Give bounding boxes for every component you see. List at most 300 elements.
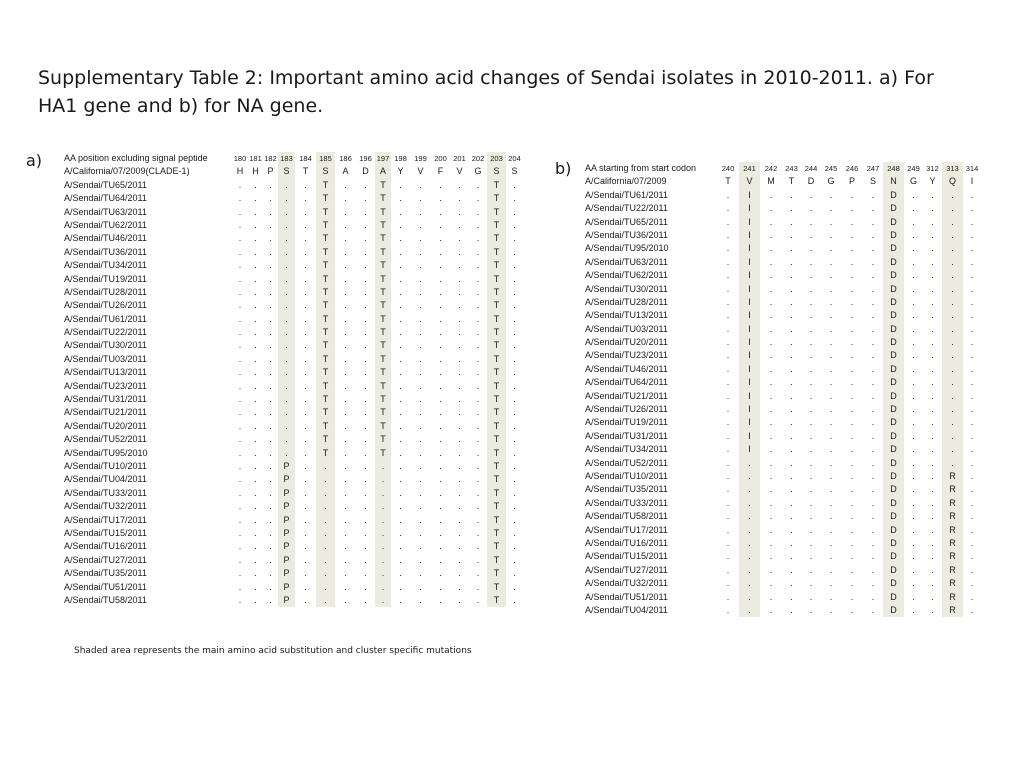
residue-cell: . [951, 296, 954, 307]
residue-cell: T [322, 219, 329, 230]
residue-cell: . [726, 578, 730, 589]
residue-cell: . [304, 487, 307, 498]
strain-name: A/California/07/2009(CLADE-1) [64, 166, 190, 177]
residue-cell: . [912, 444, 915, 455]
residue-cell: T [380, 447, 386, 458]
residue-cell: . [254, 206, 257, 217]
residue-cell: . [476, 380, 480, 391]
position-number: 197 [376, 154, 390, 163]
residue-cell: . [399, 420, 402, 431]
residue-cell: . [364, 273, 367, 284]
residue-cell: . [829, 484, 833, 495]
residue-cell: . [809, 189, 813, 200]
residue-cell: . [513, 273, 516, 284]
residue-cell: P [283, 501, 290, 512]
residue-cell: A [342, 166, 349, 177]
residue-cell: . [790, 430, 793, 441]
residue-cell: . [970, 457, 974, 468]
residue-cell: . [238, 541, 242, 552]
residue-cell: . [458, 501, 461, 512]
residue-cell: . [439, 527, 442, 538]
residue-cell: T [380, 313, 386, 324]
strain-name: A/Sendai/TU26/2011 [585, 404, 668, 415]
residue-cell: . [458, 568, 461, 579]
residue-cell: . [726, 470, 730, 481]
position-number: 202 [471, 154, 485, 163]
residue-cell: T [322, 246, 329, 257]
residue-cell: . [829, 404, 833, 415]
residue-cell: . [419, 474, 422, 485]
residue-cell: . [269, 246, 272, 257]
residue-cell: D [890, 591, 897, 602]
residue-cell: . [951, 457, 954, 468]
residue-cell: . [344, 594, 347, 605]
residue-cell: T [322, 193, 329, 204]
residue-cell: . [285, 233, 288, 244]
residue-cell: D [890, 256, 897, 267]
residue-cell: . [285, 407, 288, 418]
residue-cell: . [439, 581, 442, 592]
residue-cell: . [513, 394, 516, 405]
residue-cell: . [254, 219, 257, 230]
residue-cell: . [970, 524, 974, 535]
residue-cell: . [829, 337, 833, 348]
residue-cell: . [829, 511, 833, 522]
residue-cell: . [476, 300, 480, 311]
residue-cell: T [493, 581, 500, 592]
residue-cell: . [871, 470, 875, 481]
strain-name: A/Sendai/TU20/2011 [585, 337, 668, 348]
residue-cell: . [513, 527, 516, 538]
residue-cell: . [912, 564, 915, 575]
residue-cell: . [439, 367, 442, 378]
residue-cell: . [790, 377, 793, 388]
residue-cell: . [871, 350, 875, 361]
residue-cell: . [439, 179, 442, 190]
residue-cell: . [829, 524, 833, 535]
residue-cell: D [890, 377, 897, 388]
residue-cell: . [419, 460, 422, 471]
residue-cell: . [513, 581, 516, 592]
residue-cell: . [439, 407, 442, 418]
residue-cell: . [726, 404, 730, 415]
residue-cell: . [439, 447, 442, 458]
residue-cell: . [364, 420, 367, 431]
residue-cell: . [458, 541, 461, 552]
residue-cell: . [809, 551, 813, 562]
residue-cell: R [949, 604, 956, 615]
residue-cell: . [769, 229, 773, 240]
residue-cell: . [364, 527, 367, 538]
residue-cell: . [829, 323, 833, 334]
residue-cell: . [254, 541, 257, 552]
residue-cell: T [380, 327, 386, 338]
residue-cell: . [850, 537, 854, 548]
residue-cell: . [790, 537, 793, 548]
residue-cell: . [439, 353, 442, 364]
position-number: 244 [804, 164, 818, 173]
residue-cell: R [949, 537, 956, 548]
residue-cell: . [912, 270, 915, 281]
residue-cell: . [419, 541, 422, 552]
position-number: 199 [414, 154, 427, 163]
residue-cell: . [399, 460, 402, 471]
residue-cell: R [949, 484, 956, 495]
residue-cell: T [322, 420, 329, 431]
residue-cell: . [344, 179, 347, 190]
strain-name: A/Sendai/TU27/2011 [64, 554, 147, 565]
position-number: 243 [785, 164, 798, 173]
residue-cell: . [254, 568, 257, 579]
residue-cell: . [364, 367, 367, 378]
position-column-182 [263, 152, 278, 607]
residue-cell: . [269, 219, 272, 230]
residue-cell: . [458, 286, 461, 297]
strain-name: A/Sendai/TU22/2011 [585, 203, 668, 214]
residue-cell: . [344, 554, 347, 565]
residue-cell: . [476, 273, 480, 284]
residue-cell: . [304, 286, 307, 297]
residue-cell: . [809, 430, 813, 441]
residue-cell: . [324, 487, 327, 498]
residue-cell: . [726, 283, 730, 294]
residue-cell: . [304, 327, 307, 338]
residue-cell: . [254, 380, 257, 391]
residue-cell: . [809, 377, 813, 388]
residue-cell: . [324, 541, 327, 552]
residue-cell: . [324, 594, 327, 605]
residue-cell: D [890, 323, 897, 334]
residue-cell: . [364, 594, 367, 605]
residue-cell: R [949, 578, 956, 589]
residue-cell: P [848, 176, 855, 187]
residue-cell: . [912, 551, 915, 562]
residue-cell: . [238, 286, 242, 297]
residue-cell: P [283, 487, 290, 498]
residue-cell: . [419, 286, 422, 297]
position-column-313 [942, 162, 963, 617]
residue-cell: T [493, 246, 500, 257]
residue-cell: . [238, 206, 242, 217]
residue-cell: T [493, 447, 500, 458]
position-header-label: AA position excluding signal peptide [64, 153, 208, 163]
residue-cell: D [890, 417, 897, 428]
residue-cell: . [931, 323, 934, 334]
residue-cell: . [931, 390, 934, 401]
residue-cell: S [493, 166, 500, 177]
residue-cell: . [970, 310, 974, 321]
residue-cell: S [511, 166, 518, 177]
residue-cell: . [458, 313, 461, 324]
residue-cell: T [322, 407, 329, 418]
residue-cell: . [809, 564, 813, 575]
residue-cell: . [344, 246, 347, 257]
residue-cell: . [912, 363, 915, 374]
residue-cell: . [476, 487, 480, 498]
residue-cell: . [269, 179, 272, 190]
residue-cell: . [970, 417, 974, 428]
residue-cell: . [344, 407, 347, 418]
residue-cell: . [419, 380, 422, 391]
residue-cell: . [381, 460, 385, 471]
residue-cell: . [419, 420, 422, 431]
residue-cell: Y [397, 166, 404, 177]
residue-cell: . [970, 578, 974, 589]
residue-cell: . [304, 380, 307, 391]
residue-cell: . [419, 594, 422, 605]
residue-cell: . [748, 497, 751, 508]
residue-cell: . [238, 219, 242, 230]
residue-cell: . [364, 541, 367, 552]
residue-cell: . [399, 501, 402, 512]
position-column-200 [431, 152, 450, 607]
residue-cell: . [304, 501, 307, 512]
residue-cell: T [380, 340, 386, 351]
residue-cell: . [513, 286, 516, 297]
residue-cell: . [748, 591, 751, 602]
residue-cell: . [970, 484, 974, 495]
residue-cell: . [269, 273, 272, 284]
residue-cell: . [871, 390, 875, 401]
residue-cell: D [890, 404, 897, 415]
residue-cell: . [344, 380, 347, 391]
residue-cell: . [970, 551, 974, 562]
residue-cell: . [364, 434, 367, 445]
residue-cell: . [769, 390, 773, 401]
residue-cell: . [850, 283, 854, 294]
residue-cell: . [458, 407, 461, 418]
residue-cell: . [381, 501, 385, 512]
strain-name: A/Sendai/TU33/2011 [585, 497, 668, 508]
residue-cell: . [829, 310, 833, 321]
residue-cell: T [380, 367, 386, 378]
residue-cell: . [399, 353, 402, 364]
position-number: 201 [453, 154, 466, 163]
residue-cell: . [513, 407, 516, 418]
residue-cell: T [322, 367, 329, 378]
residue-cell: . [970, 270, 974, 281]
residue-cell: T [493, 527, 500, 538]
residue-cell: D [890, 283, 897, 294]
residue-cell: . [951, 417, 954, 428]
residue-cell: . [769, 350, 773, 361]
residue-cell: . [850, 470, 854, 481]
residue-cell: . [769, 256, 773, 267]
residue-cell: . [476, 420, 480, 431]
residue-cell: T [322, 179, 329, 190]
residue-cell: D [890, 296, 897, 307]
residue-cell: . [304, 353, 307, 364]
position-number: 184 [299, 154, 312, 163]
residue-cell: T [322, 353, 329, 364]
strain-name: A/Sendai/TU32/2011 [64, 501, 147, 512]
residue-cell: . [912, 296, 915, 307]
residue-cell: . [344, 313, 347, 324]
residue-cell: . [285, 394, 288, 405]
residue-cell: . [850, 243, 854, 254]
residue-cell: . [476, 246, 480, 257]
residue-cell: . [304, 581, 307, 592]
residue-cell: P [267, 166, 274, 177]
residue-cell: . [931, 497, 934, 508]
residue-cell: . [344, 420, 347, 431]
strain-name: A/Sendai/TU61/2011 [64, 313, 147, 324]
residue-cell: R [949, 524, 956, 535]
residue-cell: . [726, 243, 730, 254]
residue-cell: . [399, 246, 402, 257]
strain-name: A/Sendai/TU63/2011 [585, 256, 668, 267]
residue-cell: . [476, 460, 480, 471]
residue-cell: . [912, 216, 915, 227]
residue-cell: . [829, 243, 833, 254]
strain-name: A/Sendai/TU30/2011 [64, 340, 147, 351]
residue-cell: I [748, 283, 751, 294]
residue-cell: D [890, 229, 897, 240]
residue-cell: I [748, 417, 751, 428]
residue-cell: . [748, 524, 751, 535]
residue-cell: . [285, 313, 288, 324]
residue-cell: . [304, 206, 307, 217]
residue-cell: . [850, 203, 854, 214]
residue-cell: . [419, 219, 422, 230]
residue-cell: . [809, 524, 813, 535]
residue-cell: . [726, 444, 730, 455]
residue-cell: . [476, 474, 480, 485]
position-number: 246 [845, 164, 859, 173]
residue-cell: . [324, 474, 327, 485]
residue-cell: . [769, 377, 773, 388]
residue-cell: . [285, 300, 288, 311]
residue-cell: . [419, 340, 422, 351]
strain-name: A/Sendai/TU95/2010 [64, 447, 148, 458]
residue-cell: . [931, 524, 934, 535]
residue-cell: . [850, 578, 854, 589]
residue-cell: . [458, 260, 461, 271]
strain-name: A/Sendai/TU22/2011 [64, 327, 147, 338]
residue-cell: . [381, 487, 385, 498]
residue-cell: . [364, 514, 367, 525]
residue-cell: . [254, 300, 257, 311]
residue-cell: T [380, 380, 386, 391]
residue-cell: . [344, 568, 347, 579]
footnote: Shaded area represents the main amino acid substitution and cluster specific mutations [74, 646, 472, 656]
residue-cell: T [322, 206, 329, 217]
strain-name: A/Sendai/TU34/2011 [585, 444, 668, 455]
residue-cell: . [970, 404, 974, 415]
residue-cell: . [951, 310, 954, 321]
residue-cell: . [912, 524, 915, 535]
residue-cell: . [790, 511, 793, 522]
residue-cell: T [322, 434, 329, 445]
residue-cell: . [790, 256, 793, 267]
strain-name: A/Sendai/TU04/2011 [585, 604, 668, 615]
residue-cell: T [380, 407, 386, 418]
residue-cell: V [746, 176, 753, 187]
residue-cell: . [951, 216, 954, 227]
residue-cell: . [269, 474, 272, 485]
residue-cell: . [931, 578, 934, 589]
position-number: 203 [490, 154, 503, 163]
residue-cell: . [912, 390, 915, 401]
position-column-197 [375, 152, 391, 607]
residue-cell: . [829, 417, 833, 428]
residue-cell: . [399, 380, 402, 391]
position-column-242 [760, 162, 782, 617]
residue-cell: . [269, 233, 272, 244]
residue-cell: . [951, 363, 954, 374]
residue-cell: . [931, 203, 934, 214]
residue-cell: T [322, 380, 329, 391]
residue-cell: . [769, 189, 773, 200]
residue-cell: . [790, 578, 793, 589]
strain-name: A/Sendai/TU65/2011 [585, 216, 668, 227]
strain-name-column [62, 152, 232, 607]
residue-cell: . [476, 327, 480, 338]
residue-cell: . [399, 434, 402, 445]
strain-name: A/Sendai/TU03/2011 [64, 353, 147, 364]
residue-cell: . [769, 363, 773, 374]
residue-cell: . [476, 206, 480, 217]
position-column-249 [904, 162, 923, 617]
residue-cell: . [912, 283, 915, 294]
residue-cell: . [254, 394, 257, 405]
residue-cell: D [890, 189, 897, 200]
strain-name: A/Sendai/TU46/2011 [64, 233, 147, 244]
residue-cell: . [344, 460, 347, 471]
residue-cell: R [949, 497, 956, 508]
residue-cell: . [912, 189, 915, 200]
residue-cell: T [493, 273, 500, 284]
residue-cell: . [285, 193, 288, 204]
residue-cell: . [458, 394, 461, 405]
residue-cell: . [513, 206, 516, 217]
residue-cell: . [912, 497, 915, 508]
residue-cell: . [790, 524, 793, 535]
position-column-248 [883, 162, 904, 617]
residue-cell: . [951, 243, 954, 254]
residue-cell: . [269, 434, 272, 445]
residue-cell: . [790, 604, 793, 615]
residue-cell: S [869, 176, 876, 187]
residue-cell: . [476, 260, 480, 271]
residue-cell: . [912, 484, 915, 495]
panel-a-label: a) [26, 151, 43, 170]
residue-cell: T [322, 300, 329, 311]
residue-cell: . [381, 568, 385, 579]
residue-cell: I [748, 363, 751, 374]
residue-cell: . [790, 216, 793, 227]
position-number: 186 [339, 154, 352, 163]
residue-cell: . [238, 179, 242, 190]
residue-cell: . [399, 206, 402, 217]
residue-cell: . [304, 260, 307, 271]
residue-cell: D [362, 166, 369, 177]
residue-cell: . [344, 541, 347, 552]
residue-cell: . [458, 514, 461, 525]
residue-cell: P [283, 514, 290, 525]
strain-name: A/Sendai/TU10/2011 [585, 470, 668, 481]
residue-cell: T [493, 206, 500, 217]
residue-cell: . [513, 300, 516, 311]
residue-cell: . [931, 337, 934, 348]
residue-cell: . [871, 310, 875, 321]
residue-cell: . [769, 296, 773, 307]
position-number: 240 [721, 164, 735, 173]
residue-cell: I [748, 270, 751, 281]
residue-cell: . [912, 578, 915, 589]
residue-cell: T [322, 394, 329, 405]
residue-cell: . [912, 256, 915, 267]
